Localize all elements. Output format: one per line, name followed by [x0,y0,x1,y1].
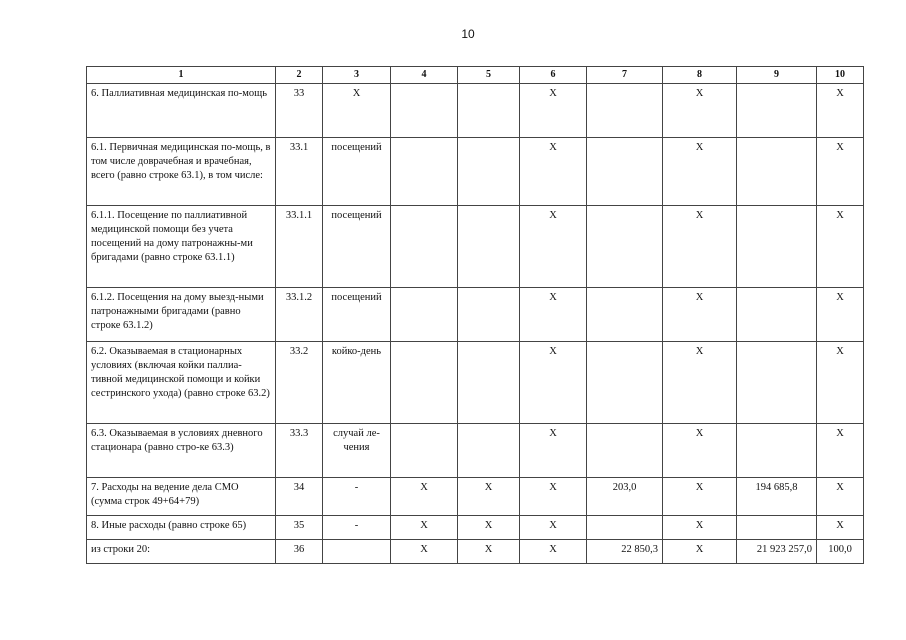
table-cell [458,342,520,424]
table-cell: 194 685,8 [737,478,817,516]
table-cell: X [458,516,520,540]
table-cell: X [817,424,864,478]
table-cell: X [817,138,864,206]
row-code: 36 [276,540,323,564]
table-cell [391,424,458,478]
table-cell [737,342,817,424]
table-cell [587,138,663,206]
table-cell: X [663,478,737,516]
column-header: 1 [87,67,276,84]
table-row [87,84,864,138]
row-label: 7. Расходы на ведение дела СМО (сумма строк 49+64+79) [87,478,276,516]
table-row [87,288,864,342]
row-label: 8. Иные расходы (равно строке 65) [87,516,276,540]
page-number: 10 [461,27,475,41]
table-cell [458,424,520,478]
unit-cell: случай ле-чения [323,424,391,478]
column-header: 8 [663,67,737,84]
table-cell: X [663,424,737,478]
table-cell [391,138,458,206]
table-cell [737,84,817,138]
column-header: 10 [817,67,864,84]
table-cell: X [391,516,458,540]
table-cell [587,206,663,288]
row-label: из строки 20: [87,540,276,564]
table-cell: X [520,288,587,342]
unit-cell: посещений [323,206,391,288]
column-header: 3 [323,67,391,84]
table-row [87,478,864,516]
row-code: 33.3 [276,424,323,478]
table-cell [587,516,663,540]
table-cell: X [817,516,864,540]
table-cell: X [663,342,737,424]
table-cell [391,342,458,424]
table-cell: X [663,84,737,138]
unit-cell: посещений [323,138,391,206]
table-cell [391,288,458,342]
row-label: 6.3. Оказываемая в условиях дневного стационара (равно стро-ке 63.3) [87,424,276,478]
table-row [87,342,864,424]
table-cell: X [520,342,587,424]
unit-cell: - [323,516,391,540]
table-cell [458,138,520,206]
column-header: 5 [458,67,520,84]
table-cell: X [663,206,737,288]
table-cell [737,138,817,206]
table-cell [587,84,663,138]
table-cell: X [817,288,864,342]
row-code: 35 [276,516,323,540]
table-cell [737,206,817,288]
row-code: 33 [276,84,323,138]
unit-cell: койко-день [323,342,391,424]
column-header: 7 [587,67,663,84]
row-label: 6. Паллиативная медицинская по-мощь [87,84,276,138]
row-code: 33.1.1 [276,206,323,288]
table-cell: 22 850,3 [587,540,663,564]
table-row [87,206,864,288]
table-row [87,540,864,564]
table-cell: X [817,478,864,516]
row-code: 33.1 [276,138,323,206]
row-code: 34 [276,478,323,516]
table-cell [587,342,663,424]
table-cell [737,288,817,342]
header-row [87,67,864,84]
table-cell: 21 923 257,0 [737,540,817,564]
row-code: 33.2 [276,342,323,424]
table-cell: X [663,288,737,342]
row-label: 6.2. Оказываемая в стационарных условиях (включая койки паллиа-тивной медицинской помощи и койки сестринского ухода) (равно строке 63.2) [87,342,276,424]
table-cell: 100,0 [817,540,864,564]
table-cell: X [458,478,520,516]
table-cell [458,84,520,138]
row-label: 6.1.1. Посещение по паллиативной медицинской помощи без учета посещений на дому патронажны-ми бригадами (равно строке 63.1.1) [87,206,276,288]
table-cell [458,288,520,342]
table-cell: X [663,138,737,206]
table-cell [737,424,817,478]
table-cell: X [391,478,458,516]
table-cell [587,424,663,478]
table-cell [391,84,458,138]
table-row [87,424,864,478]
column-header: 2 [276,67,323,84]
table-cell: X [520,206,587,288]
unit-cell [323,540,391,564]
table-cell: X [458,540,520,564]
column-header: 6 [520,67,587,84]
unit-cell: - [323,478,391,516]
table-cell: 203,0 [587,478,663,516]
table-cell: X [817,342,864,424]
table-cell [587,288,663,342]
column-header: 9 [737,67,817,84]
table-cell [391,206,458,288]
table-cell: X [520,84,587,138]
table-cell: X [520,424,587,478]
table-row [87,516,864,540]
table-cell: X [663,540,737,564]
column-header: 4 [391,67,458,84]
table-row [87,138,864,206]
table-cell: X [817,206,864,288]
table-cell: X [520,478,587,516]
table-cell: X [391,540,458,564]
row-label: 6.1.2. Посещения на дому выезд-ными патронажными бригадами (равно строке 63.1.2) [87,288,276,342]
table-cell: X [520,516,587,540]
unit-cell: X [323,84,391,138]
data-table [86,66,864,564]
table-cell: X [520,138,587,206]
row-code: 33.1.2 [276,288,323,342]
table-cell: X [520,540,587,564]
table-cell [458,206,520,288]
table-cell: X [663,516,737,540]
unit-cell: посещений [323,288,391,342]
row-label: 6.1. Первичная медицинская по-мощь, в том числе доврачебная и врачебная, всего (равно строке 63.1), в том числе: [87,138,276,206]
table-cell [737,516,817,540]
table-cell: X [817,84,864,138]
